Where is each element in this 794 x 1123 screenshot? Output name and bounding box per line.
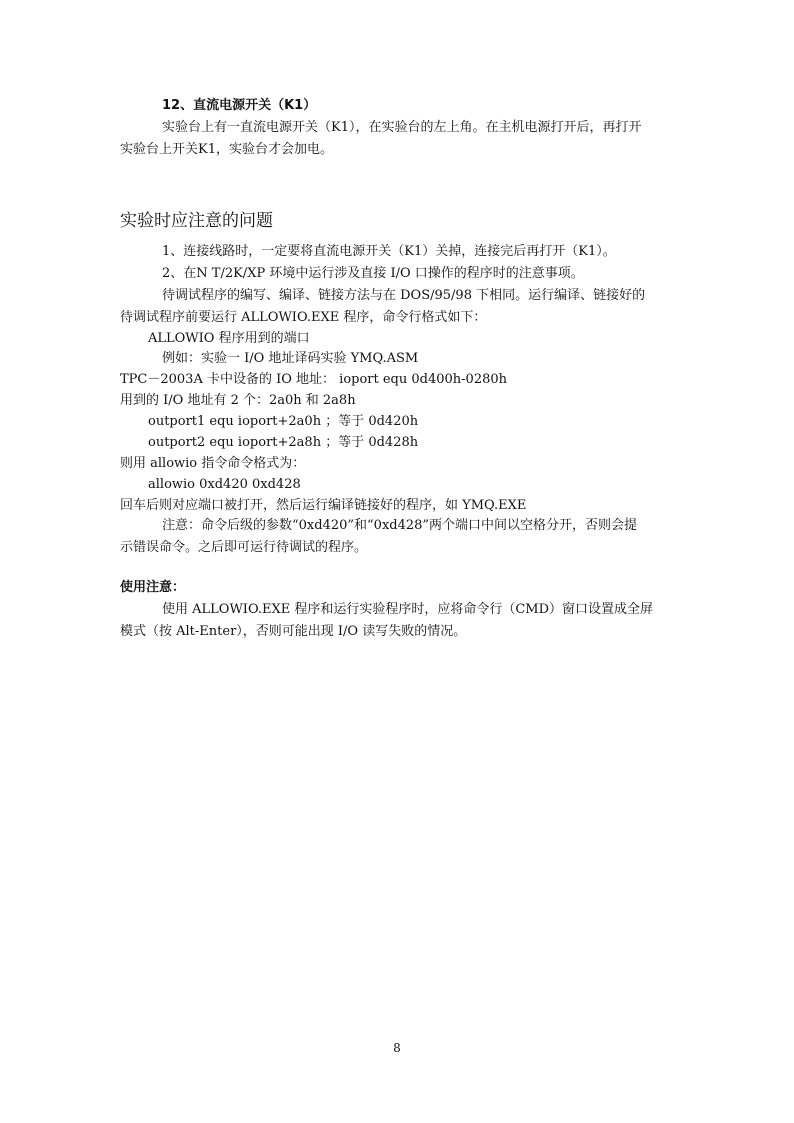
section-heading: 实验时应注意的问题 xyxy=(120,211,273,231)
note-line: TPC－2003A 卡中设备的 IO 地址： ioport equ 0d400h-0280h xyxy=(120,372,508,387)
note-line: outport1 equ ioport+2a0h ；等于 0d420h xyxy=(148,414,419,429)
usage-body-line: 模式（按 Alt-Enter），否则可能出现 I/O 读写失败的情况。 xyxy=(120,624,467,639)
note-line: 注意：命令后级的参数“0xd420”和“0xd428”两个端口中间以空格分开，否则会提 xyxy=(162,518,638,533)
note-line: 待调试程序的编写、编译、链接方法与在 DOS/95/98 下相同。运行编译、链接好的 xyxy=(162,288,646,303)
note-line: 用到的 I/O 地址有 2 个：2a0h 和 2a8h xyxy=(120,393,356,408)
note-line: 1、连接线路时，一定要将直流电源开关（K1）关掉，连接完后再打开（K1）。 xyxy=(162,244,616,259)
section-12-body-line: 实验台上开关K1，实验台才会加电。 xyxy=(120,142,333,157)
usage-heading: 使用注意： xyxy=(120,580,186,595)
page-number: 8 xyxy=(393,1041,401,1055)
note-line: 示错误命令。之后即可运行待调试的程序。 xyxy=(120,540,368,555)
note-line: 例如：实验一 I/O 地址译码实验 YMQ.ASM xyxy=(162,351,419,366)
note-line: 回车后则对应端口被打开，然后运行编译链接好的程序，如 YMQ.EXE xyxy=(120,498,527,513)
note-line: 则用 allowio 指令命令格式为： xyxy=(120,456,306,471)
note-line: 2、在N T/2K/XP 环境中运行涉及直接 I/O 口操作的程序时的注意事项。 xyxy=(162,266,584,281)
note-line: allowio 0xd420 0xd428 xyxy=(148,477,301,492)
section-12-body-line: 实验台上有一直流电源开关（K1），在实验台的左上角。在主机电源打开后，再打开 xyxy=(162,120,642,135)
note-line: ALLOWIO 程序用到的端口 xyxy=(148,331,310,346)
note-line: 待调试程序前要运行 ALLOWIO.EXE 程序，命令行格式如下： xyxy=(120,310,487,325)
note-line: outport2 equ ioport+2a8h ；等于 0d428h xyxy=(148,435,419,450)
section-12-title: 12、直流电源开关（K1） xyxy=(162,98,317,113)
usage-body-line: 使用 ALLOWIO.EXE 程序和运行实验程序时，应将命令行（CMD）窗口设置成全屏 xyxy=(162,602,654,617)
